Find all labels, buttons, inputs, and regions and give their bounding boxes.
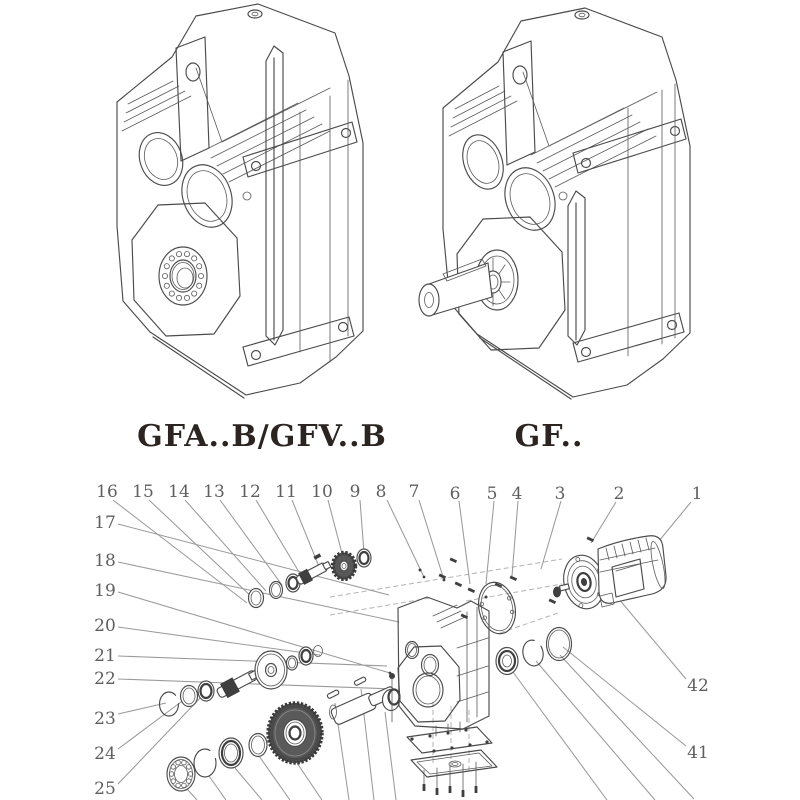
- second-stage-gear: [255, 651, 287, 689]
- gear-housing: [389, 597, 489, 736]
- first-stage-gear: [333, 553, 356, 580]
- output-gear: [268, 703, 322, 763]
- input-shaft-assembly: [249, 549, 372, 608]
- callout-20: 20: [94, 616, 116, 636]
- motor-body: [598, 536, 666, 604]
- flange-gasket: [474, 579, 520, 637]
- callout-12: 12: [239, 482, 261, 502]
- callout-16: 16: [96, 482, 118, 502]
- callout-41: 41: [687, 743, 709, 763]
- callout-23: 23: [94, 709, 116, 729]
- ball-bearing: [167, 757, 195, 791]
- taper-bearing: [383, 690, 400, 711]
- callout-42: 42: [687, 676, 709, 696]
- circlip: [521, 638, 546, 668]
- input-pinion-shaft: [295, 558, 333, 586]
- gearbox-left-drawing: [117, 4, 363, 398]
- circlip: [194, 749, 216, 777]
- callout-21: 21: [94, 646, 116, 666]
- output-shaft: [419, 259, 492, 316]
- callout-15: 15: [132, 482, 154, 502]
- callout-13: 13: [203, 482, 225, 502]
- callout-10: 10: [311, 482, 333, 502]
- motor: [553, 536, 668, 613]
- model-label-right: GF..: [514, 419, 584, 454]
- callout-9: 9: [349, 482, 361, 502]
- callout-17: 17: [94, 513, 116, 533]
- callout-25: 25: [94, 779, 116, 799]
- key: [354, 676, 367, 685]
- exploded-view: [94, 482, 709, 800]
- callout-6: 6: [449, 484, 461, 504]
- callout-11: 11: [275, 482, 297, 502]
- callout-3: 3: [554, 484, 566, 504]
- key: [327, 689, 340, 698]
- gasket-and-pan: [407, 727, 497, 797]
- callout-5: 5: [486, 484, 498, 504]
- spline-teeth-ring: [162, 252, 203, 301]
- callout-1: 1: [691, 484, 703, 504]
- callout-8: 8: [375, 482, 387, 502]
- leader-lines: [113, 500, 694, 800]
- callout-7: 7: [408, 482, 420, 502]
- dashed-guides: [330, 559, 562, 774]
- oil-seal: [219, 738, 243, 768]
- gasket: [407, 727, 492, 753]
- callout-4: 4: [511, 484, 523, 504]
- callout-19: 19: [94, 581, 116, 601]
- large-ring: [547, 628, 572, 661]
- gearbox-right-drawing: [419, 8, 690, 399]
- callout-22: 22: [94, 669, 116, 689]
- long-stud: [389, 673, 395, 679]
- callout-24: 24: [94, 744, 116, 764]
- callout-14: 14: [168, 482, 190, 502]
- callout-2: 2: [613, 484, 625, 504]
- model-label-left: GFA..B/GFV..B: [137, 419, 387, 454]
- callout-18: 18: [94, 551, 116, 571]
